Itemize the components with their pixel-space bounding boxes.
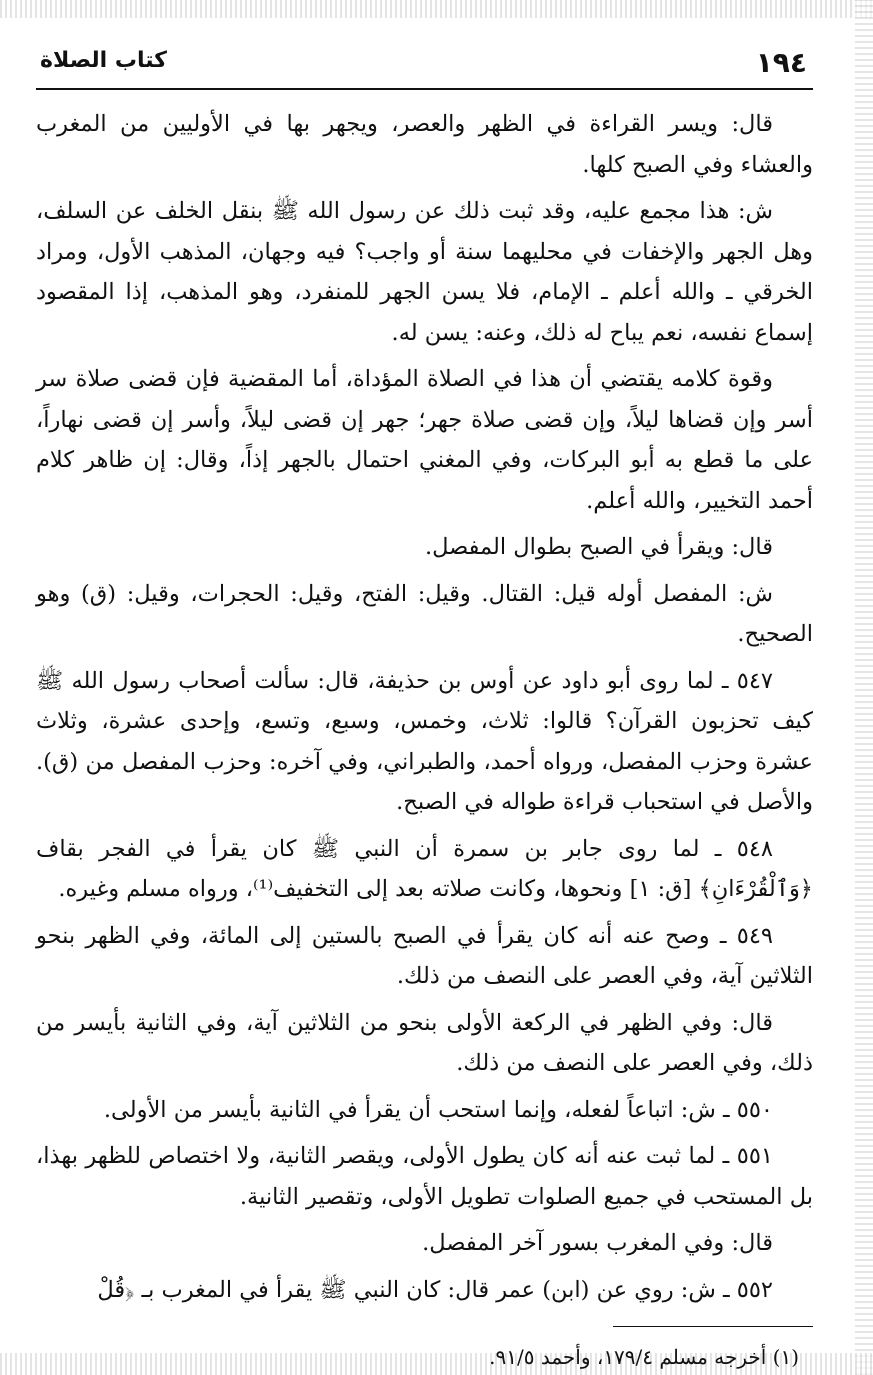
paragraph: ٥٥١ ـ لما ثبت عنه أنه كان يطول الأولى، ويقصر الثانية، ولا اختصاص للظهر بهذا، بل المستحب في جميع الصلوات تطويل الأولى، وتقصير الثانية. [36, 1143, 813, 1210]
page-body [36, 104, 813, 1310]
paragraph: قال: وفي الظهر في الركعة الأولى بنحو من الثلاثين آية، وفي الثانية بأيسر من ذلك، وفي العصر على النصف من ذلك. [36, 1009, 813, 1076]
book-page [36, 40, 813, 1373]
paragraph: ٥٤٧ ـ لما روى أبو داود عن أوس بن حذيفة، قال: سألت أصحاب رسول الله ﷺ كيف تحزبون القرآن؟ قالوا: ثلاث، وخمس، وسبع، وتسع، وإحدى عشرة، وثلاث عشرة وحزب المفصل، ورواه أحمد، والطبراني، وفي آخره: وحزب المفصل من (ق). والأصل في استحباب قراءة طواله في الصبح. [36, 667, 813, 815]
paragraph: ٥٥٢ ـ ش: روي عن (ابن) عمر قال: كان النبي ﷺ يقرأ في المغرب بـ ﴿قُلْ [97, 1276, 773, 1303]
paragraph: قال: ويقرأ في الصبح بطوال المفصل. [424, 534, 773, 560]
footnote: (١) أخرجه مسلم ١٧٩/٤، وأحمد ٩١/٥. [489, 1345, 799, 1369]
paragraph: وقوة كلامه يقتضي أن هذا في الصلاة المؤداة، أما المقضية فإن قضى صلاة سر أسر وإن قضاها ليلاً، وإن قضى صلاة جهر؛ جهر إن قضى ليلاً، وأسر إن قضى نهاراً، على ما قطع به أبو البركات، وفي المغني احتمال بالجهر إذاً، وقال: إن ظاهر كلام أحمد التخيير، والله أعلم. [36, 366, 813, 514]
paragraph: ٥٤٩ ـ وصح عنه أنه كان يقرأ في الصبح بالستين إلى المائة، وفي الظهر بنحو الثلاثين آية، وفي العصر على النصف من ذلك. [36, 922, 813, 989]
paragraph: ش: هذا مجمع عليه، وقد ثبت ذلك عن رسول الله ﷺ بنقل الخلف عن السلف، وهل الجهر والإخفات في محليهما سنة أو واجب؟ فيه وجهان، المذهب الأول، ومراد الخرقي ـ والله أعلم ـ الإمام، فلا يسن الجهر للمنفرد، وهو المذهب، إذا المقصود إسماع نفسه، نعم يباح له ذلك، وعنه: يسن له. [36, 198, 813, 346]
paragraph: قال: وفي المغرب بسور آخر المفصل. [422, 1230, 773, 1256]
page-header [36, 40, 813, 90]
running-title: كتاب الصلاة [40, 48, 167, 73]
paragraph: ٥٥٠ ـ ش: اتباعاً لفعله، وإنما استحب أن يقرأ في الثانية بأيسر من الأولى. [103, 1096, 773, 1123]
page-border-right [855, 0, 873, 1375]
footnote-divider [613, 1326, 813, 1327]
paragraph: ٥٤٨ ـ لما روى جابر بن سمرة أن النبي ﷺ كان يقرأ في الفجر بقاف ﴿وَٱلْقُرْءَانِ﴾ [ق: ١] ونحوها، وكانت صلاته بعد إلى التخفيف⁽¹⁾، ورواه مسلم وغيره. [36, 835, 813, 902]
page-number: ١٩٤ [755, 46, 807, 79]
paragraph: ش: المفصل أوله قيل: القتال. وقيل: الفتح، وقيل: الحجرات، وقيل: (ق) وهو الصحيح. [36, 580, 813, 647]
paragraph: قال: ويسر القراءة في الظهر والعصر، ويجهر بها في الأوليين من المغرب والعشاء وفي الصبح كلها. [36, 111, 813, 178]
page-border-top [0, 0, 873, 18]
